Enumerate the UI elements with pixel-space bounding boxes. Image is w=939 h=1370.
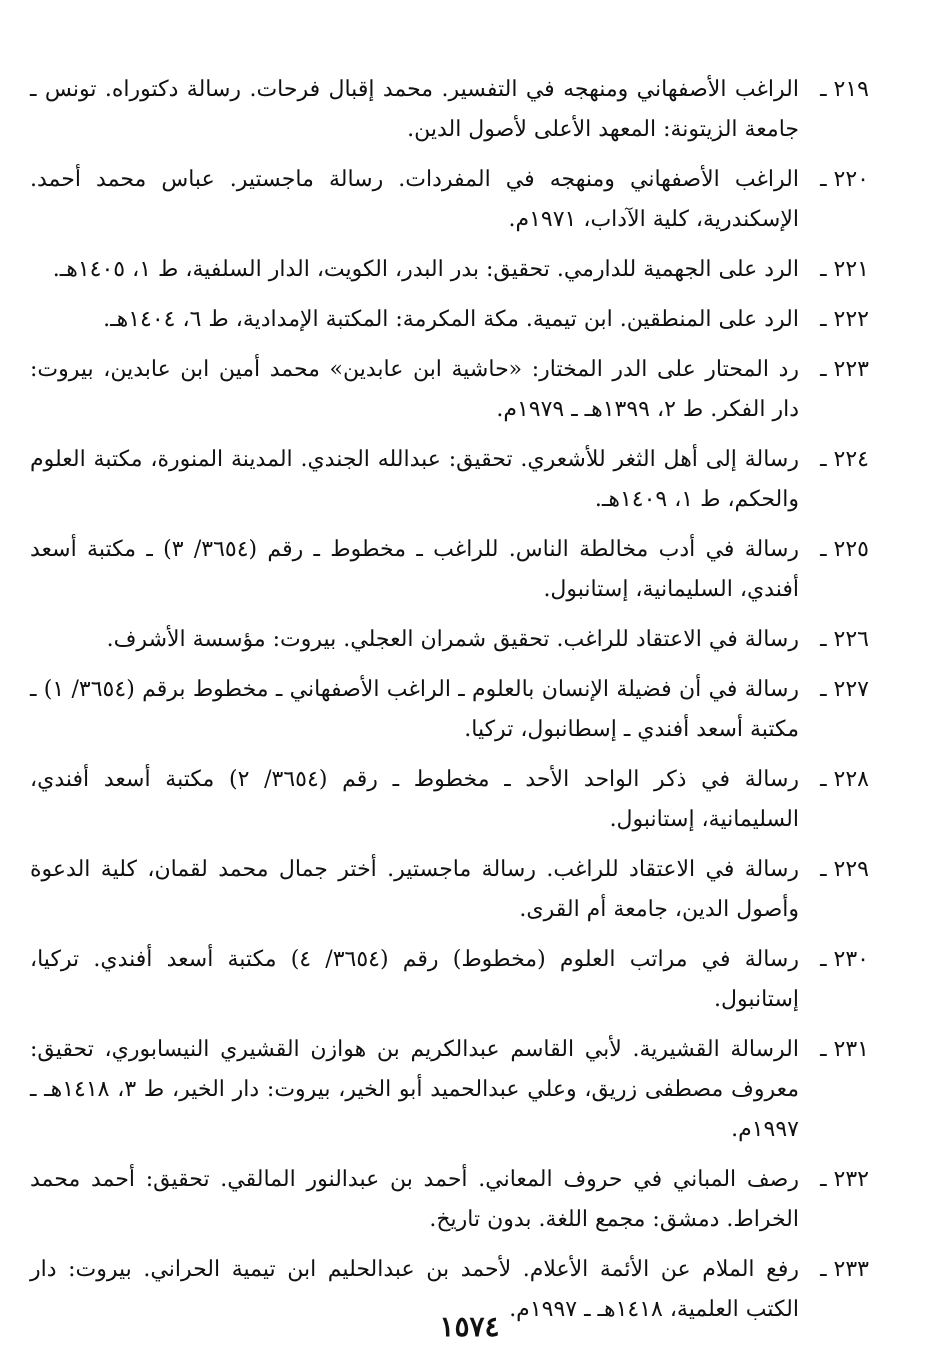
bibliography-entry bbox=[30, 250, 869, 290]
bibliography-entry bbox=[30, 850, 869, 930]
bibliography-entry bbox=[30, 940, 869, 1020]
entry-text: رصف المباني في حروف المعاني. أحمد بن عبدالنور المالقي. تحقيق: أحمد محمد الخراط. دمشق: مجمع اللغة. بدون تاريخ. bbox=[30, 1167, 799, 1232]
bibliography-entry bbox=[30, 440, 869, 520]
entry-number: ٢٢٠ ـ bbox=[820, 167, 869, 192]
entry-number: ٢٢٣ ـ bbox=[820, 357, 869, 382]
bibliography-list bbox=[30, 70, 869, 1340]
entry-number: ٢٣٠ ـ bbox=[820, 947, 869, 972]
bibliography-entry bbox=[30, 620, 869, 660]
bibliography-entry bbox=[30, 350, 869, 430]
entry-text: رد المحتار على الدر المختار: «حاشية ابن عابدين» محمد أمين ابن عابدين، بيروت: دار الفكر. ط ٢، ١٣٩٩هـ ـ ١٩٧٩م. bbox=[30, 357, 799, 422]
entry-text: رسالة في مراتب العلوم (مخطوط) رقم (٣٦٥٤/ ٤) مكتبة أسعد أفندي. تركيا، إستانبول. bbox=[30, 947, 799, 1012]
page-number: ١٥٧٤ bbox=[439, 1310, 500, 1343]
entry-number: ٢٢٤ ـ bbox=[820, 447, 869, 472]
entry-number: ٢٢٧ ـ bbox=[820, 677, 869, 702]
entry-number: ٢٢٢ ـ bbox=[820, 307, 869, 332]
bibliography-entry bbox=[30, 300, 869, 340]
entry-text: الرسالة القشيرية. لأبي القاسم عبدالكريم بن هوازن القشيري النيسابوري، تحقيق: معروف مصطفى زريق، وعلي عبدالحميد أبو الخير، بيروت: دار الخير، ط ٣، ١٤١٨هـ ـ ١٩٩٧م. bbox=[30, 1037, 799, 1142]
entry-number: ٢٢١ ـ bbox=[820, 257, 869, 282]
bibliography-entry bbox=[30, 1030, 869, 1150]
bibliography-entry bbox=[30, 160, 869, 240]
entry-number: ٢٣٢ ـ bbox=[820, 1167, 869, 1192]
entry-number: ٢٢٦ ـ bbox=[820, 627, 869, 652]
entry-text: رسالة في الاعتقاد للراغب. تحقيق شمران العجلي. بيروت: مؤسسة الأشرف. bbox=[106, 627, 799, 652]
entry-text: الراغب الأصفهاني ومنهجه في التفسير. محمد إقبال فرحات. رسالة دكتوراه. تونس ـ جامعة الزيتونة: المعهد الأعلى لأصول الدين. bbox=[30, 77, 799, 142]
entry-text: الراغب الأصفهاني ومنهجه في المفردات. رسالة ماجستير. عباس محمد أحمد. الإسكندرية، كلية الآداب، ١٩٧١م. bbox=[30, 167, 800, 232]
entry-number: ٢١٩ ـ bbox=[820, 77, 869, 102]
bibliography-entry bbox=[30, 1160, 869, 1240]
entry-number: ٢٢٥ ـ bbox=[820, 537, 869, 562]
entry-text: الرد على المنطقين. ابن تيمية. مكة المكرمة: المكتبة الإمدادية، ط ٦، ١٤٠٤هـ. bbox=[103, 307, 799, 332]
entry-text: رسالة إلى أهل الثغر للأشعري. تحقيق: عبدالله الجندي. المدينة المنورة، مكتبة العلوم والحكم، ط ١، ١٤٠٩هـ. bbox=[30, 447, 799, 512]
entry-text: رفع الملام عن الأئمة الأعلام. لأحمد بن عبدالحليم ابن تيمية الحراني. بيروت: دار الكتب العلمية، ١٤١٨هـ ـ ١٩٩٧م. bbox=[30, 1257, 799, 1322]
entry-text: رسالة في أدب مخالطة الناس. للراغب ـ مخطوط ـ رقم (٣٦٥٤/ ٣) ـ مكتبة أسعد أفندي، السليمانية، إستانبول. bbox=[30, 537, 800, 602]
bibliography-entry bbox=[30, 760, 869, 840]
entry-text: رسالة في أن فضيلة الإنسان بالعلوم ـ الراغب الأصفهاني ـ مخطوط برقم (٣٦٥٤/ ١) ـ مكتبة أسعد أفندي ـ إسطانبول، تركيا. bbox=[30, 677, 799, 742]
bibliography-entry bbox=[30, 530, 869, 610]
entry-text: رسالة في ذكر الواحد الأحد ـ مخطوط ـ رقم (٣٦٥٤/ ٢) مكتبة أسعد أفندي، السليمانية، إستانبول. bbox=[30, 767, 799, 832]
entry-number: ٢٣١ ـ bbox=[820, 1037, 869, 1062]
entry-text: رسالة في الاعتقاد للراغب. رسالة ماجستير. أختر جمال محمد لقمان، كلية الدعوة وأصول الدين، جامعة أم القرى. bbox=[30, 857, 799, 922]
bibliography-entry bbox=[30, 70, 869, 150]
entry-number: ٢٢٩ ـ bbox=[820, 857, 869, 882]
bibliography-entry bbox=[30, 670, 869, 750]
entry-text: الرد على الجهمية للدارمي. تحقيق: بدر البدر، الكويت، الدار السلفية، ط ١، ١٤٠٥هـ. bbox=[52, 257, 799, 282]
entry-number: ٢٣٣ ـ bbox=[820, 1257, 869, 1282]
entry-number: ٢٢٨ ـ bbox=[820, 767, 869, 792]
